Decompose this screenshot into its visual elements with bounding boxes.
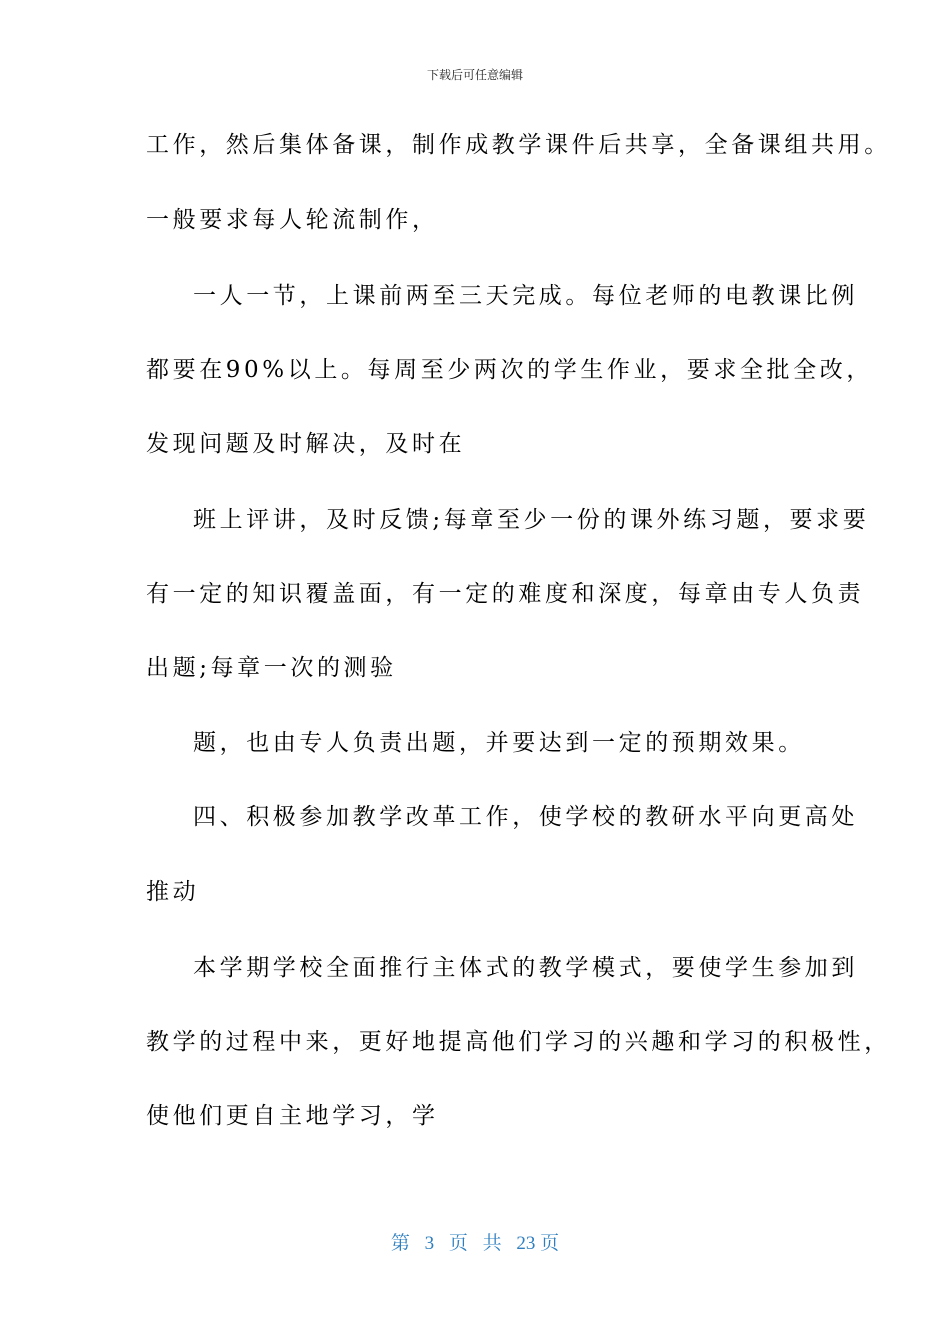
footer-ye-total: 页 [540, 1233, 560, 1254]
text-line: 使他们更自主地学习，学 [146, 1103, 439, 1129]
page-number: 3 [424, 1233, 435, 1254]
text-line: 四、积极参加教学改革工作，使学校的教研水平向更高处 [193, 804, 858, 830]
text-line: 有一定的知识覆盖面，有一定的难度和深度，每章由专人负责 [146, 581, 865, 607]
text-line: 出题;每章一次的测验 [146, 655, 397, 681]
text-line: 教学的过程中来，更好地提高他们学习的兴趣和学习的积极性， [146, 1029, 891, 1055]
text-line: 工作，然后集体备课，制作成教学课件后共享，全备课组共用。 [146, 132, 891, 158]
text-line: 题，也由专人负责出题，并要达到一定的预期效果。 [193, 730, 805, 756]
footer-di: 第 [390, 1233, 410, 1254]
text-line: 一人一节，上课前两至三天完成。每位老师的电教课比例 [193, 283, 858, 309]
footer-ye: 页 [448, 1233, 468, 1254]
text-line: 班上评讲，及时反馈;每章至少一份的课外练习题，要求要 [193, 507, 870, 533]
text-line: 本学期学校全面推行主体式的教学模式，要使学生参加到 [193, 955, 858, 981]
footer-gong: 共 [482, 1233, 502, 1254]
text-line: 一般要求每人轮流制作， [146, 207, 439, 233]
page-header: 下载后可任意编辑 [426, 68, 523, 82]
page-footer [0, 1228, 950, 1255]
total-pages: 23 [516, 1233, 536, 1254]
text-line: 推动 [146, 879, 200, 905]
text-line: 都要在90%以上。每周至少两次的学生作业，要求全批全改， [146, 357, 873, 383]
text-line: 发现问题及时解决，及时在 [146, 431, 466, 457]
